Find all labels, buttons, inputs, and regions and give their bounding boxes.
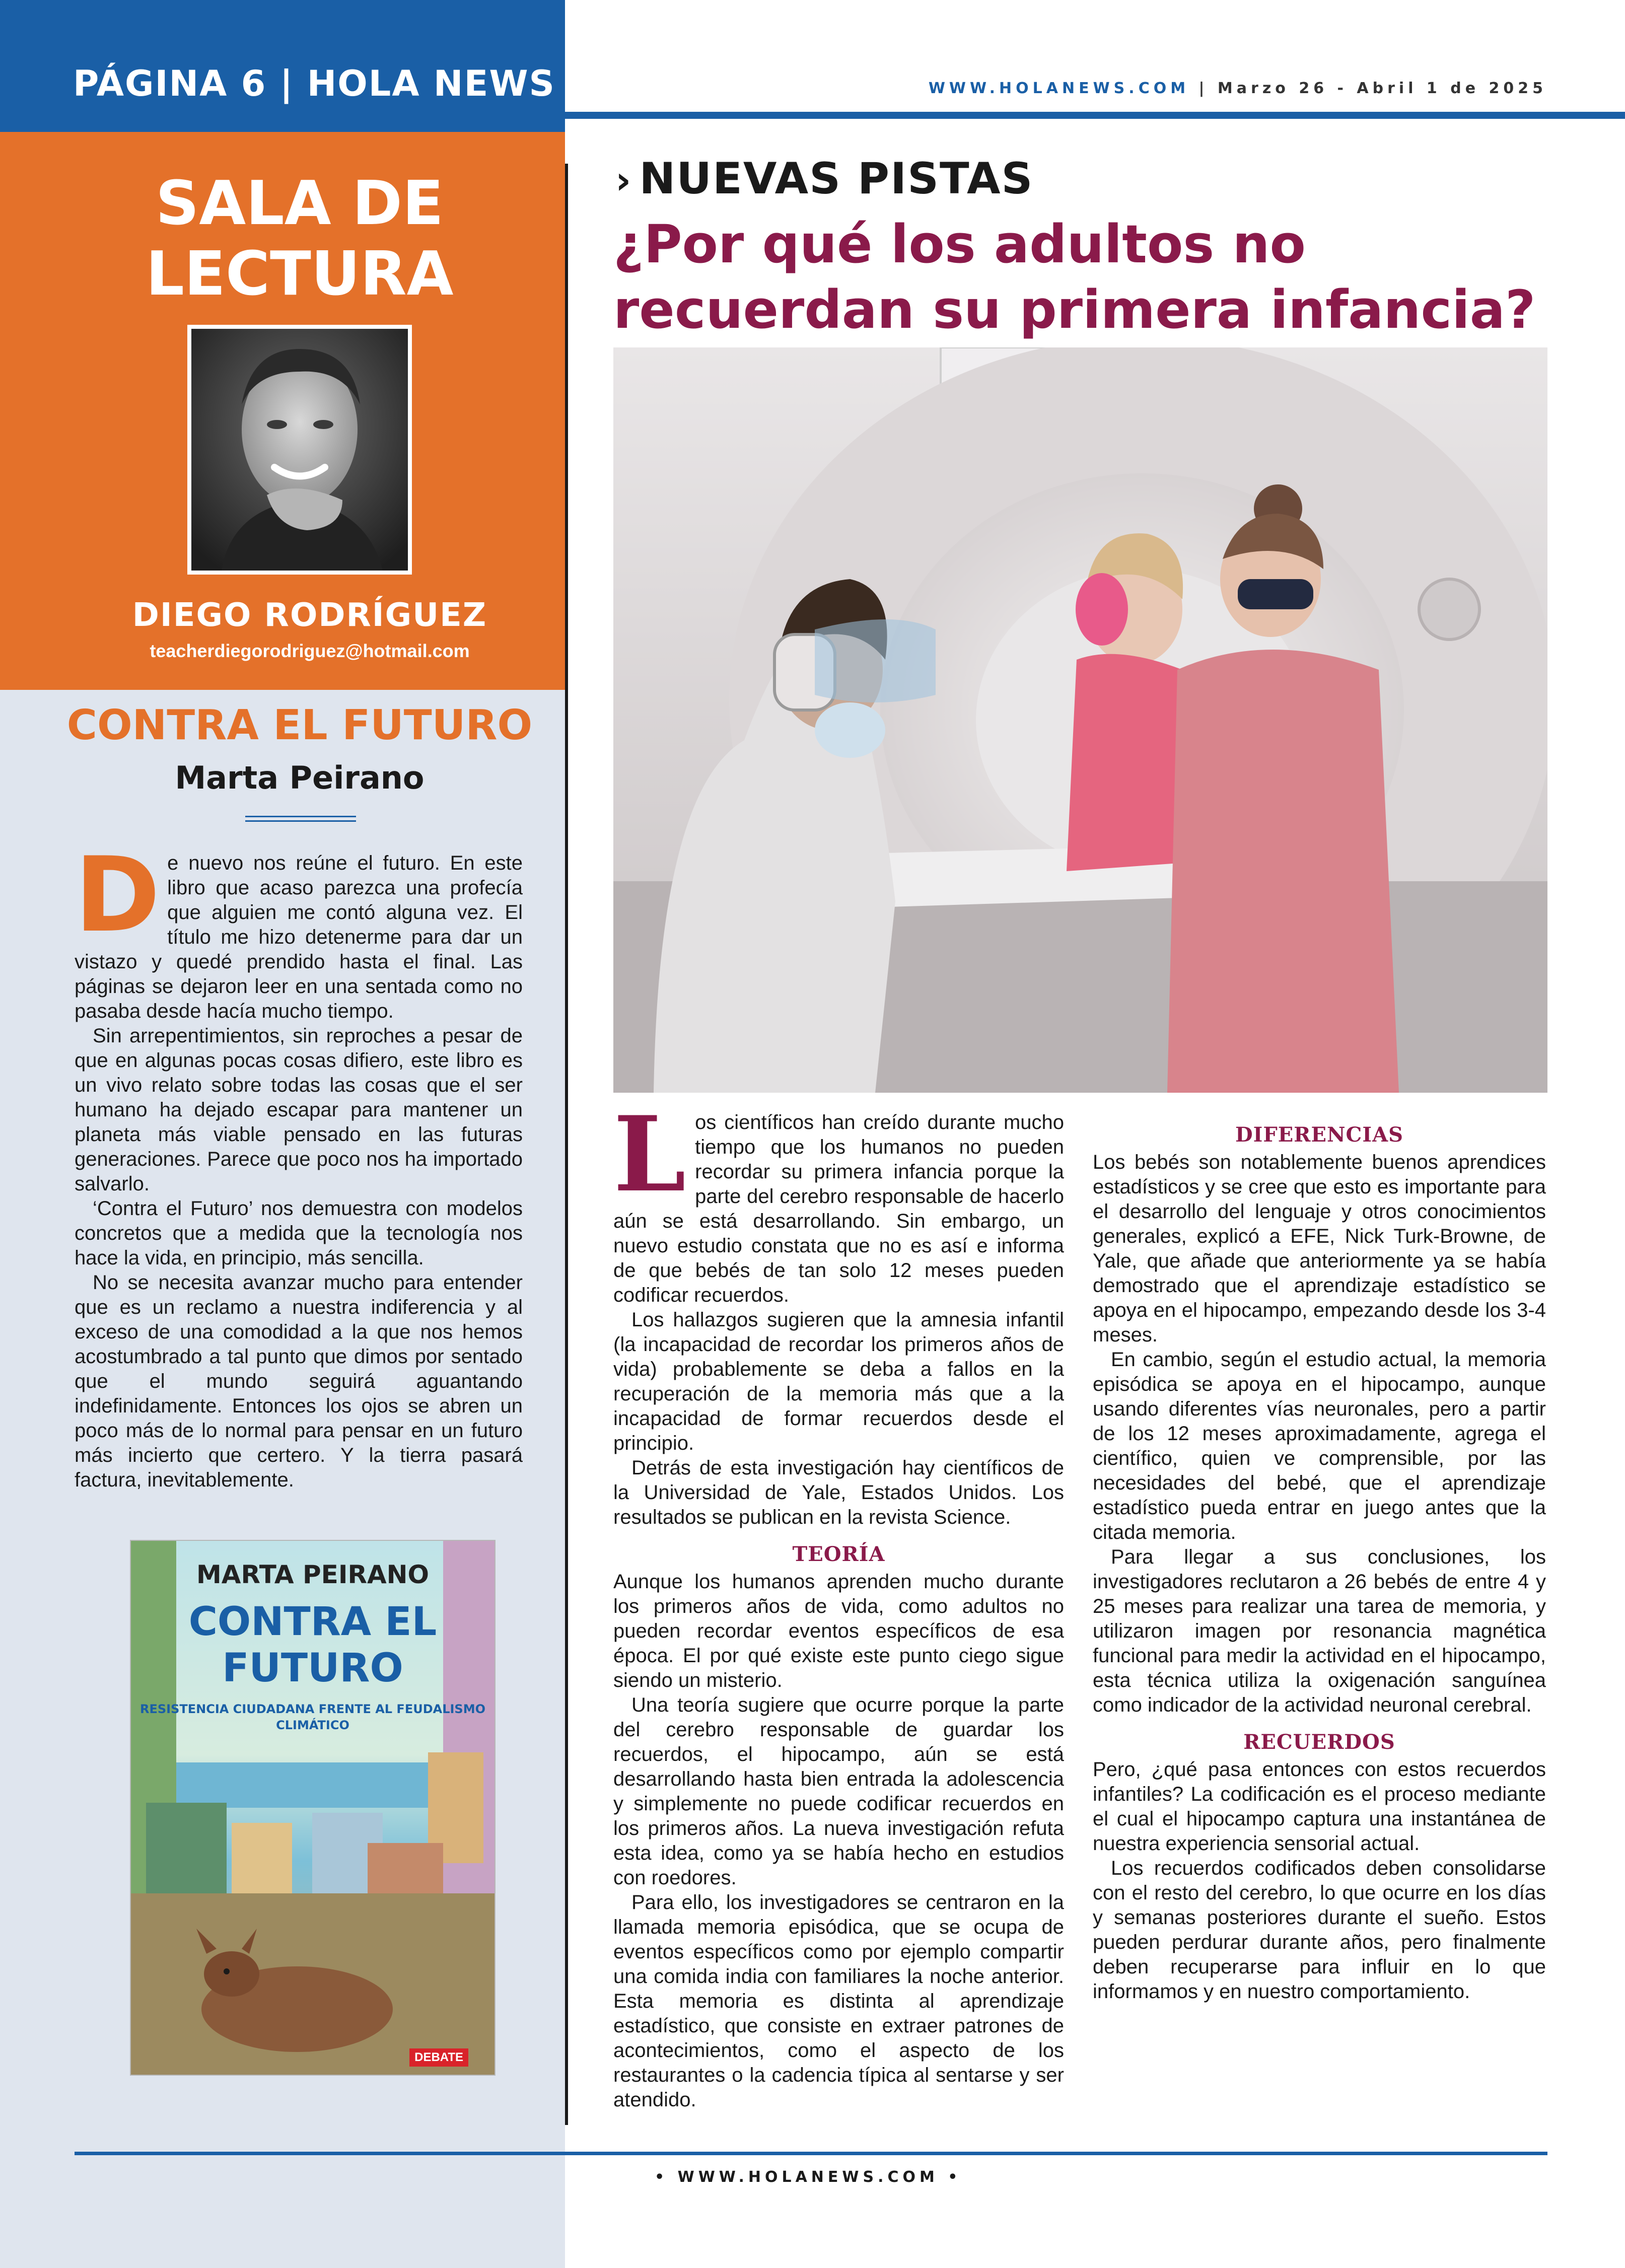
cover-author: MARTA PEIRANO [196,1560,429,1589]
article-column-1 [613,1094,1064,2112]
section-title: SALA DE LECTURA [146,169,454,309]
author-portrait-image [191,329,408,571]
header-date: Marzo 26 - Abril 1 de 2025 [1217,80,1547,97]
article-paragraph: Para ello, los investigadores se centraron en la llamada memoria episódica, que se ocupa de eventos específicos como por ejemplo compartir una comida india con familiares la noche anterior. Esta memoria es distinta al aprendizaje estadístico, que consiste en extraer patrones de acontecimientos, como el aspecto de los restaurantes o la cadencia típica al sentarse y ser atendido. [613,1891,1064,2111]
review-divider [245,816,356,822]
article-paragraph [613,1094,1064,1308]
article-paragraph-text: os científicos han creído durante mucho tiempo que los humanos no pueden recordar su primera infancia porque la parte del cerebro responsable de hacerlo aún se está desarrollando. Sin embargo, un nuevo estudio constata que no es así e informa de que bebés de tan solo 12 meses pueden codificar recuerdos. [613,1111,1064,1306]
book-cover [131,1541,494,2075]
article-paragraph: Los hallazgos sugieren que la amnesia infantil (la incapacidad de recordar los primeros años de vida) probablemente se deba a fallos en la recuperación de la memoria más que a la incapacidad de formar recuerdos desde el principio. [613,1309,1064,1454]
review-paragraph [75,835,523,1024]
kicker-text: NUEVAS PISTAS [639,154,1034,204]
review-paragraph: Sin arrepentimientos, sin reproches a pesar de que en algunas pocas cosas difiero, este libro es un vivo relato sobre todas las cosas que el ser humano ha dejado escapar para mantener un planeta más viable pensado en las futuras generaciones. Parece que poco nos ha importado salvarlo. [75,1025,523,1195]
article-dropcap: L [613,1094,686,1215]
review-paragraph: ‘Contra el Futuro’ nos demuestra con modelos concretos que a medida que la tecnología nos hace la vida, en principio, más sencilla. [75,1197,523,1269]
article-paragraph: Una teoría sugiere que ocurre porque la parte del cerebro responsable de guardar los recuerdos, el hipocampo, aún se está desarrollando hasta bien entrada la adolescencia y simplemente no puede codificar recuerdos en los primeros años. La nueva investigación refuta esta idea, como ya se había hecho en estudios con roedores. [613,1694,1064,1889]
author-name: DIEGO RODRÍGUEZ [132,597,487,634]
author-email[interactable]: teacherdiegorodriguez@hotmail.com [150,641,470,661]
article-subheading-recuerdos: RECUERDOS [1243,1730,1395,1754]
author-photo [187,325,412,575]
header-meta [929,80,1547,97]
column-divider [565,164,568,2125]
review-paragraph: No se necesita avanzar mucho para entender que es un reclamo a nuestra indiferencia y al exceso de una comodidad a la que nos hemos acostumbrado a tal punto que dimos por sentado que el mundo seguirá aguantando indefinidamente. Entonces los ojos se abren un poco más de lo normal para pensar en un futuro más incierto que certero. Y la tierra pasará factura, inevitablemente. [75,1271,523,1491]
cover-subtitle: RESISTENCIA CIUDADANA FRENTE AL FEUDALISMO CLIMÁTICO [139,1702,485,1732]
review-book-title: CONTRA EL FUTURO [66,701,533,749]
article-paragraph: Pero, ¿qué pasa entonces con estos recuerdos infantiles? La codificación es el proceso mediante el cual el hipocampo captura una instantánea de nuestra experiencia sensorial actual. [1093,1758,1546,1855]
header-separator: | [1189,80,1218,97]
article-paragraph: Los bebés son notablemente buenos aprendices estadísticos y se cree que esto es importante para el desarrollo del lenguaje y otros conocimientos generales, explicó a EFE, Nick Turk-Browne, de Yale, que añade que anteriormente ya se había demostrado que el aprendizaje estadístico se apoya en el hipocampo, empezando desde los 3-4 meses. [1093,1151,1546,1346]
review-paragraph-text: e nuevo nos reúne el futuro. En este libro que acaso parezca una profecía que alguien me contó alguna vez. El título me hizo detenerme para dar un vistazo y quedé prendido hasta el final. Las páginas se dejaron leer en una sentada como no pasaba desde hacía mucho tiempo. [75,852,523,1022]
mri-scan-photo [613,347,1547,1093]
page-header-tab [0,0,565,132]
article-paragraph: Para llegar a sus conclusiones, los investigadores reclutaron a 26 bebés de entre 4 y 25 meses para realizar una tarea de memoria, y utilizaron imagen por resonancia magnética funcional para medir la actividad en el hipocampo, esta técnica utiliza la oxigenación sanguínea como indicador de la actividad neuronal cerebral. [1093,1546,1546,1716]
review-body [75,835,523,1493]
article-kicker [615,154,1034,204]
article-paragraph: Aunque los humanos aprenden mucho durante los primeros años de vida, como adultos no pueden recordar eventos específicos de esa época. El por qué existe este punto ciego sigue siendo un misterio. [613,1571,1064,1691]
article-paragraph: En cambio, según el estudio actual, la memoria episódica se apoya en el hipocampo, aunque usando diferentes vías neuronales, pero a partir de los 12 meses aproximadamente, agrega el científico, quien ve comprensible, por las necesidades del bebé, que el aprendizaje estadístico pueda entrar en juego antes que la citada memoria. [1093,1349,1546,1543]
footer-website[interactable]: • WWW.HOLANEWS.COM • [655,2168,962,2186]
review-book-author: Marta Peirano [175,759,425,796]
article-photo [613,347,1547,1093]
article-column-2 [1093,1110,1546,2004]
cover-publisher-logo: DEBATE [409,2048,468,2067]
review-dropcap: D [75,835,161,955]
article-headline: ¿Por qué los adultos no recuerdan su primera infancia? [613,214,1536,340]
article-paragraph: Detrás de esta investigación hay científicos de la Universidad de Yale, Estados Unidos. Los resultados se publican en la revista Science. [613,1457,1064,1528]
chevron-right-icon: › [615,158,632,202]
article-subheading-diferencias: DIFERENCIAS [1235,1123,1404,1147]
header-website[interactable]: WWW.HOLANEWS.COM [928,80,1190,97]
page-label: PÁGINA 6 | HOLA NEWS [73,63,555,104]
footer-rule [75,2152,1547,2155]
cover-title: CONTRA EL FUTURO [188,1599,437,1691]
article-paragraph: Los recuerdos codificados deben consolidarse con el resto del cerebro, lo que ocurre en los días y semanas posteriores durante el sueño. Estos pueden perdurar durante años, pero finalmente deben recuperarse para influir en lo que informamos y en nuestro comportamiento. [1093,1857,1546,2003]
header-rule [565,112,1625,119]
article-subheading-teoria: TEORÍA [792,1542,885,1566]
